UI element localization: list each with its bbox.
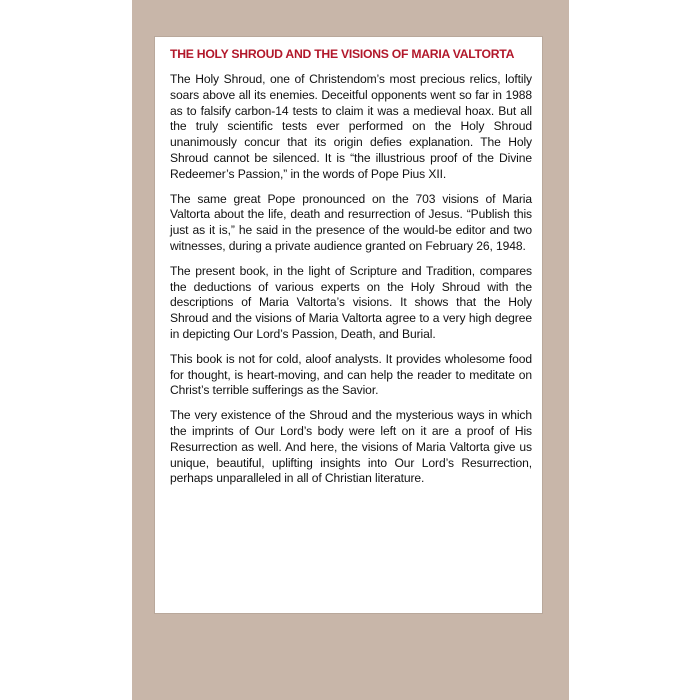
- book-back-cover: [132, 0, 569, 700]
- paragraph-4: This book is not for cold, aloof analysts. It provides wholesome food for thought, is heart-moving, and can help the reader to meditate on Christ’s terrible sufferings as the Savior.: [170, 351, 532, 398]
- cover-title: THE HOLY SHROUD AND THE VISIONS OF MARIA VALTORTA: [170, 47, 515, 61]
- paragraph-1: The Holy Shroud, one of Christendom’s most precious relics, loftily soars above all its enemies. Deceitful opponents went so far in 1988 as to falsify carbon-14 tests to claim it was a medieval hoax. But all the truly scientific tests ever performed on the Holy Shroud unanimously concur that its origin defies explanation. The Holy Shroud cannot be silenced. It is “the illustrious proof of the Divine Redeemer’s Passion,” in the words of Pope Pius XII.: [170, 72, 532, 181]
- text-panel: [154, 36, 543, 614]
- paragraph-5: The very existence of the Shroud and the mysterious ways in which the imprints of Our Lord’s body were left on it are a proof of His Resurrection as well. And here, the visions of Maria Valtorta give us unique, beautiful, uplifting insights into Our Lord’s Resurrection, perhaps unparalleled in all of Christian literature.: [170, 408, 532, 486]
- paragraph-3: The present book, in the light of Scripture and Tradition, compares the deductions of various experts on the Holy Shroud with the descriptions of Maria Valtorta’s visions. It shows that the Holy Shroud and the visions of Maria Valtorta agree to a very high degree in depicting Our Lord’s Passion, Death, and Burial.: [170, 263, 532, 341]
- paragraph-2: The same great Pope pronounced on the 703 visions of Maria Valtorta about the life, death and resurrection of Jesus. “Publish this just as it is,” he said in the presence of the would-be editor and two witnesses, during a private audience granted on February 26, 1948.: [170, 191, 532, 253]
